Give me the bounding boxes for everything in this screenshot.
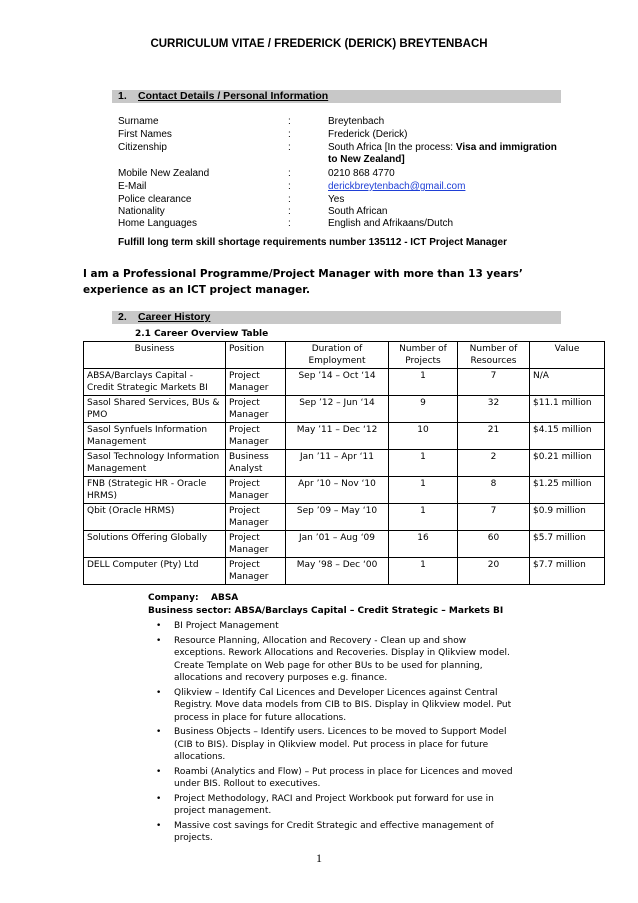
cell-position: Business Analyst xyxy=(226,450,286,477)
table-row xyxy=(84,450,605,477)
contact-separator: : xyxy=(288,218,291,229)
cell-projects: 1 xyxy=(389,477,458,504)
list-item: • Massive cost savings for Credit Strategic and effective management of projects. xyxy=(150,820,520,845)
contact-label: Police clearance xyxy=(118,194,192,205)
cell-business: Sasol Shared Services, BUs & PMO xyxy=(84,396,226,423)
contact-value xyxy=(328,142,558,166)
cell-duration: Sep ’14 – Oct ‘14 xyxy=(286,369,389,396)
cell-duration: Sep ’09 – May ‘10 xyxy=(286,504,389,531)
contact-label: Citizenship xyxy=(118,142,167,153)
company-line xyxy=(148,593,238,603)
contact-label: Mobile New Zealand xyxy=(118,168,210,179)
list-item: • Qlikview – Identify Cal Licences and Developer Licences against Central Registry. Move data models from CIB to BIS. Display in Qlikview model. Put process in place for future allocations. xyxy=(150,687,520,725)
cell-duration: Sep ’12 – Jun ‘14 xyxy=(286,396,389,423)
cell-duration: Jan ’01 – Aug ‘09 xyxy=(286,531,389,558)
cell-projects: 9 xyxy=(389,396,458,423)
table-row xyxy=(84,369,605,396)
intro-statement: I am a Professional Programme/Project Manager with more than 13 years’ experience as an ICT project manager. xyxy=(83,268,523,296)
document-title: CURRICULUM VITAE / FREDERICK (DERICK) BREYTENBACH xyxy=(150,38,488,50)
cell-business: DELL Computer (Pty) Ltd xyxy=(84,558,226,585)
cell-value: $11.1 million xyxy=(530,396,605,423)
cell-value: $0.9 million xyxy=(530,504,605,531)
contact-label: Surname xyxy=(118,116,159,127)
sector-value: ABSA/Barclays Capital – Credit Strategic – Markets BI xyxy=(234,606,504,616)
cell-projects: 1 xyxy=(389,558,458,585)
cell-resources: 2 xyxy=(458,450,530,477)
list-item: • Business Objects – Identify users. Licences to be moved to Support Model (CIB to BIS). Display in Qlikview model. Put process in place for future allocations. xyxy=(150,726,520,764)
cell-duration: Apr ’10 – Nov ‘10 xyxy=(286,477,389,504)
contact-label: Nationality xyxy=(118,206,165,217)
contact-value: Breytenbach xyxy=(328,116,385,127)
list-item: • Resource Planning, Allocation and Recovery - Clean up and show exceptions. Rework Allocations and Recoveries. Display in Qlikview model. Create Template on Web page for other BUs to be used for planning, allocations and recovery purposes e.g. finance. xyxy=(150,635,520,685)
table-row xyxy=(84,396,605,423)
table-row xyxy=(84,477,605,504)
cell-position: Project Manager xyxy=(226,396,286,423)
section-title: Career History xyxy=(138,311,211,323)
cell-resources: 60 xyxy=(458,531,530,558)
career-overview-table xyxy=(83,341,605,585)
cell-business: Solutions Offering Globally xyxy=(84,531,226,558)
page-number: 1 xyxy=(316,851,322,865)
section-number: 2. xyxy=(118,311,127,323)
contact-separator: : xyxy=(288,142,291,153)
contact-separator: : xyxy=(288,129,291,140)
table-header-row xyxy=(84,342,605,369)
header-position: Position xyxy=(226,342,286,369)
cell-business: Sasol Technology Information Management xyxy=(84,450,226,477)
achievements-list xyxy=(150,620,520,847)
cell-value: $5.7 million xyxy=(530,531,605,558)
contact-label: Home Languages xyxy=(118,218,197,229)
cell-position: Project Manager xyxy=(226,423,286,450)
cell-business: Sasol Synfuels Information Management xyxy=(84,423,226,450)
cell-position: Project Manager xyxy=(226,558,286,585)
table-row xyxy=(84,504,605,531)
email-link[interactable]: derickbreytenbach@gmail.com xyxy=(328,181,466,192)
cell-value: $7.7 million xyxy=(530,558,605,585)
sector-label: Business sector: xyxy=(148,606,232,616)
contact-separator: : xyxy=(288,181,291,192)
cell-duration: May ’98 – Dec ‘00 xyxy=(286,558,389,585)
cell-resources: 21 xyxy=(458,423,530,450)
table-row xyxy=(84,423,605,450)
cell-resources: 8 xyxy=(458,477,530,504)
contact-separator: : xyxy=(288,194,291,205)
cell-projects: 1 xyxy=(389,504,458,531)
contact-separator: : xyxy=(288,206,291,217)
contact-value: English and Afrikaans/Dutch xyxy=(328,218,454,229)
cell-business: FNB (Strategic HR - Oracle HRMS) xyxy=(84,477,226,504)
header-projects: Number of Projects xyxy=(389,342,458,369)
cell-resources: 7 xyxy=(458,369,530,396)
cell-value: $4.15 million xyxy=(530,423,605,450)
section-heading-contact xyxy=(112,90,561,103)
cell-projects: 10 xyxy=(389,423,458,450)
header-value: Value xyxy=(530,342,605,369)
section-title: Contact Details / Personal Information xyxy=(138,90,329,102)
citizenship-text: South Africa [In the process: xyxy=(328,142,456,153)
contact-separator: : xyxy=(288,116,291,127)
cell-value: $0.21 million xyxy=(530,450,605,477)
section-heading-career xyxy=(112,311,561,324)
cell-duration: May ’11 – Dec ‘12 xyxy=(286,423,389,450)
company-label: Company: xyxy=(148,593,199,603)
table-row xyxy=(84,558,605,585)
cell-position: Project Manager xyxy=(226,504,286,531)
table-caption: 2.1 Career Overview Table xyxy=(135,329,269,339)
cell-projects: 1 xyxy=(389,369,458,396)
cell-business: Qbit (Oracle HRMS) xyxy=(84,504,226,531)
cell-resources: 32 xyxy=(458,396,530,423)
cell-position: Project Manager xyxy=(226,531,286,558)
cell-value: $1.25 million xyxy=(530,477,605,504)
contact-label: First Names xyxy=(118,129,172,140)
section-number: 1. xyxy=(118,90,127,102)
list-item: • BI Project Management xyxy=(150,620,520,633)
cell-position: Project Manager xyxy=(226,369,286,396)
cell-position: Project Manager xyxy=(226,477,286,504)
cell-business: ABSA/Barclays Capital - Credit Strategic Markets BI xyxy=(84,369,226,396)
business-sector-line xyxy=(148,606,503,616)
list-item: • Project Methodology, RACI and Project Workbook put forward for use in project management. xyxy=(150,793,520,818)
header-duration: Duration of Employment xyxy=(286,342,389,369)
cell-resources: 20 xyxy=(458,558,530,585)
cell-projects: 1 xyxy=(389,450,458,477)
cell-duration: Jan ’11 – Apr ‘11 xyxy=(286,450,389,477)
contact-separator: : xyxy=(288,168,291,179)
skill-shortage-statement: Fulfill long term skill shortage requirements number 135112 - ICT Project Manager xyxy=(118,237,507,248)
header-resources: Number of Resources xyxy=(458,342,530,369)
header-business: Business xyxy=(84,342,226,369)
list-item: • Roambi (Analytics and Flow) – Put process in place for Licences and moved under BIS. Rollout to executives. xyxy=(150,766,520,791)
contact-label: E-Mail xyxy=(118,181,147,192)
contact-value: Frederick (Derick) xyxy=(328,129,408,140)
cell-projects: 16 xyxy=(389,531,458,558)
contact-value: 0210 868 4770 xyxy=(328,168,395,179)
table-row xyxy=(84,531,605,558)
cell-resources: 7 xyxy=(458,504,530,531)
contact-value: South African xyxy=(328,206,388,217)
cell-value: N/A xyxy=(530,369,605,396)
citizenship-visa-note: Visa and immigration to New Zealand] xyxy=(328,142,557,165)
company-value: ABSA xyxy=(211,593,239,603)
contact-value: Yes xyxy=(328,194,345,205)
